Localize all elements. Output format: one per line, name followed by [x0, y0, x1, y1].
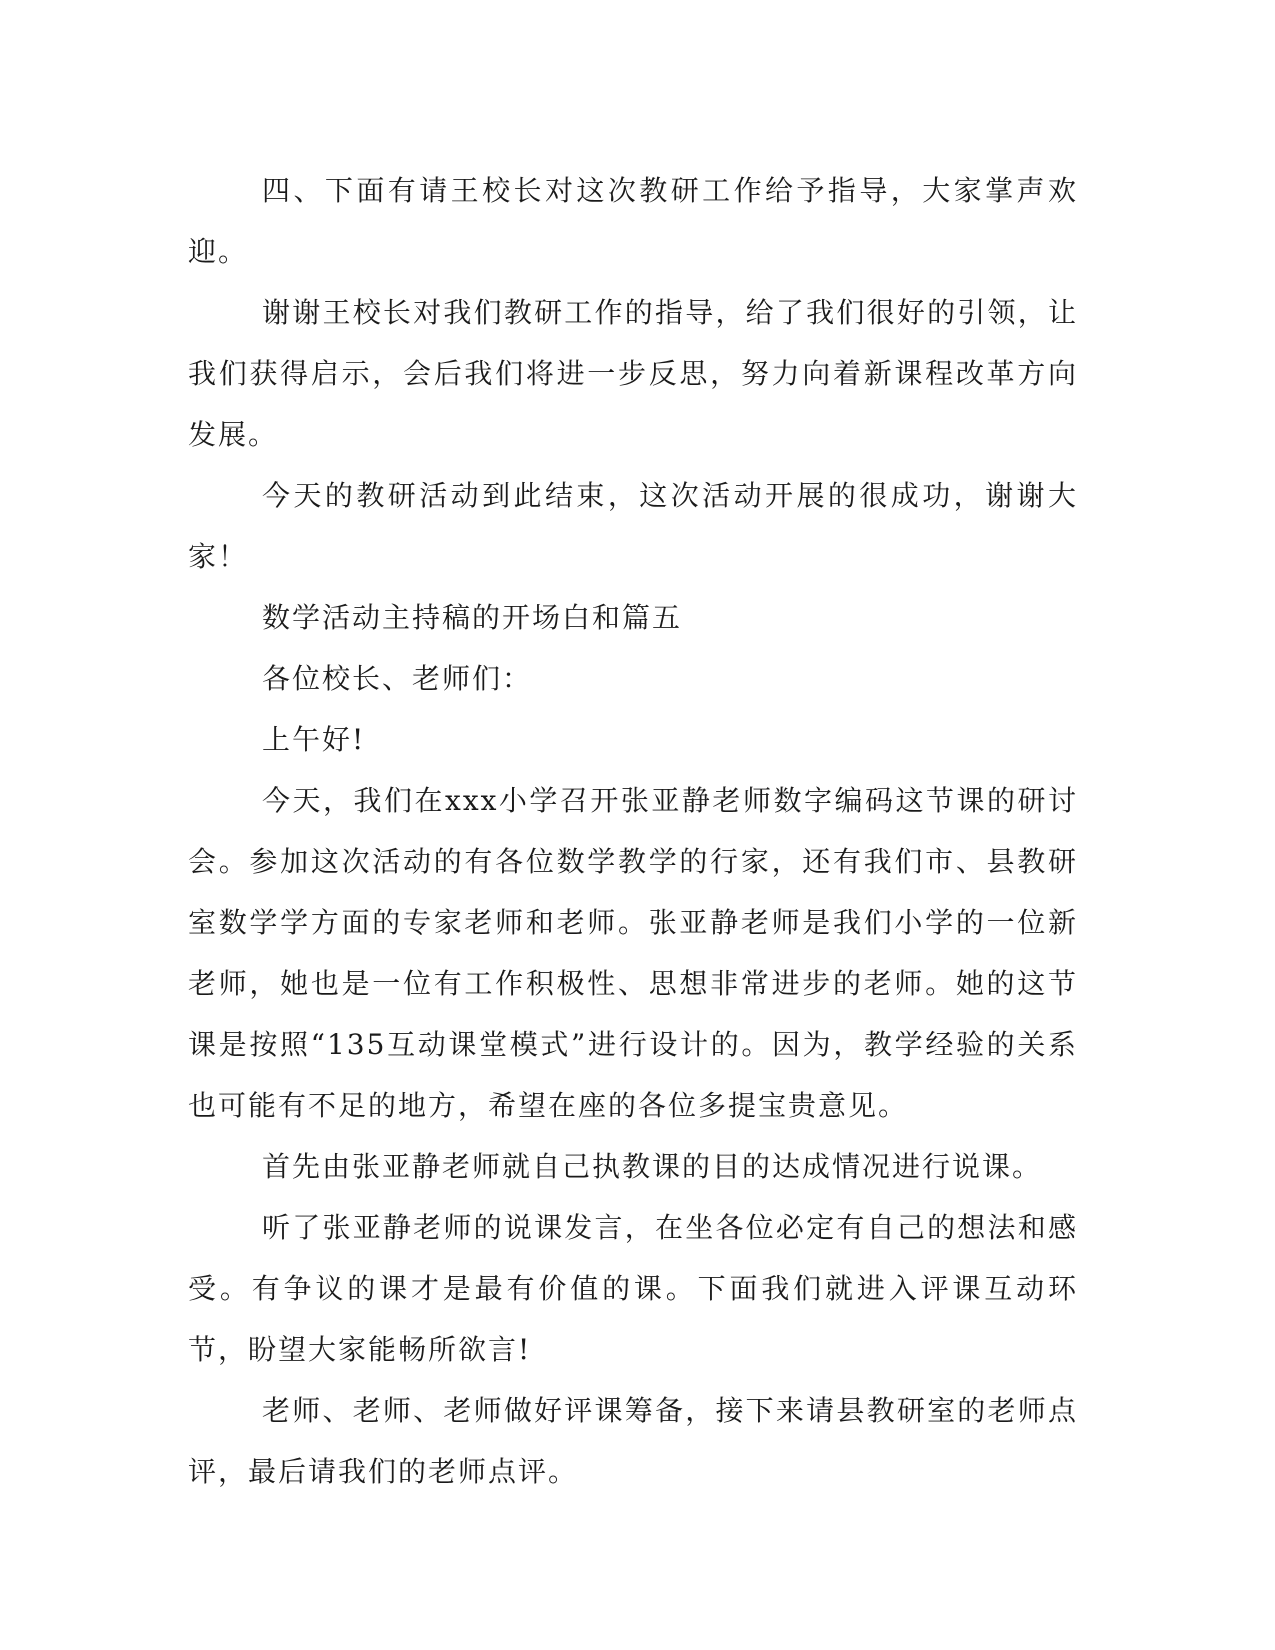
paragraph-greeting: 上午好!: [262, 723, 366, 756]
paragraph-salutation: 各位校长、老师们：: [262, 662, 533, 695]
paragraph-discussion: 听了张亚静老师的说课发言，在坐各位必定有自己的想法和感受。有争议的课才是最有价值的课。下面我们就进入评课互动环节，盼望大家能畅所欲言!: [188, 1211, 1078, 1366]
paragraph-review-prep: 老师、老师、老师做好评课筹备，接下来请县教研室的老师点评，最后请我们的老师点评。: [188, 1394, 1078, 1488]
paragraph-guidance-invite: 四、下面有请王校长对这次教研工作给予指导，大家掌声欢迎。: [188, 174, 1078, 268]
paragraph-introduction: 今天，我们在xxx小学召开张亚静老师数字编码这节课的研讨会。参加这次活动的有各位数学教学的行家，还有我们市、县教研室数学学方面的专家老师和老师。张亚静老师是我们小学的一位新老师，她也是一位有工作积极性、思想非常进步的老师。她的这节课是按照“135互动课堂模式”进行设计的。因为，教学经验的关系也可能有不足的地方，希望在座的各位多提宝贵意见。: [188, 784, 1078, 1122]
paragraph-thanks-principal: 谢谢王校长对我们教研工作的指导，给了我们很好的引领，让我们获得启示，会后我们将进一步反思，努力向着新课程改革方向发展。: [188, 296, 1078, 451]
paragraph-closing: 今天的教研活动到此结束，这次活动开展的很成功，谢谢大家！: [188, 479, 1078, 573]
paragraph-lesson-talk: 首先由张亚静老师就自己执教课的目的达成情况进行说课。: [262, 1150, 1043, 1183]
section-heading: 数学活动主持稿的开场白和篇五: [262, 601, 683, 634]
document-body: [188, 160, 1078, 1502]
